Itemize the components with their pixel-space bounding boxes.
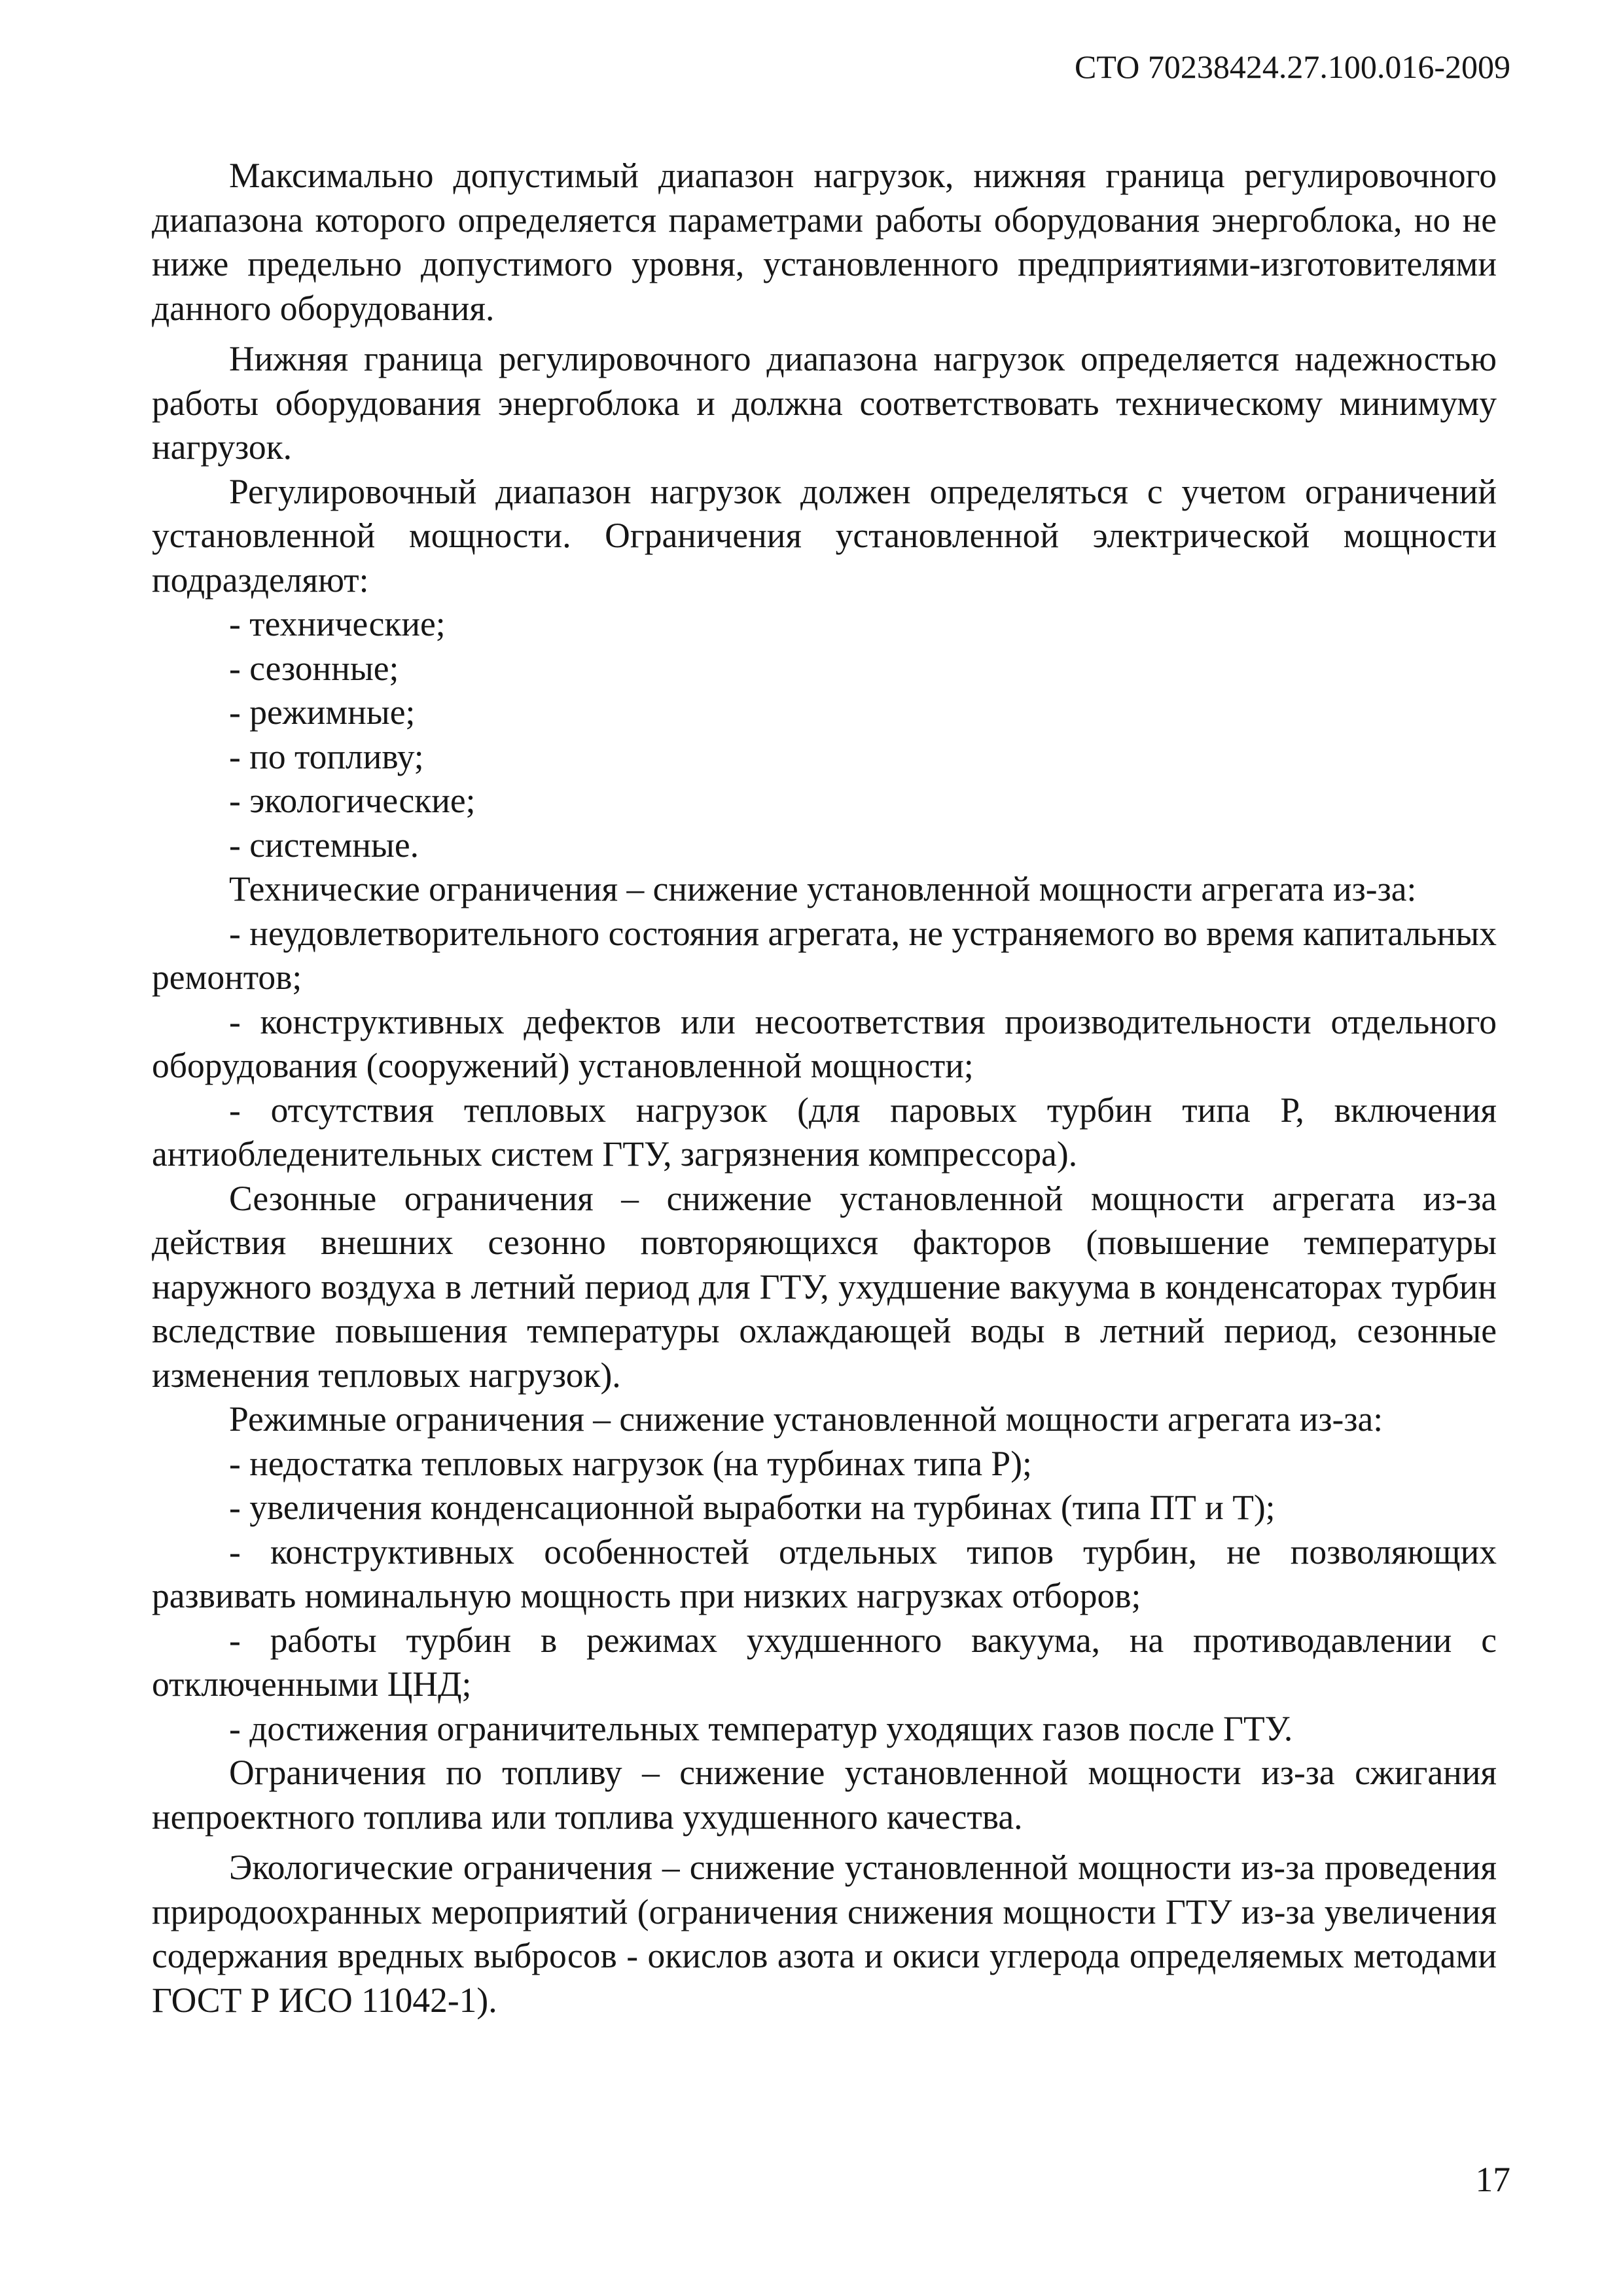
list-item-technical: - конструктивных дефектов или несоответствия производительности отдельного оборудования (сооружений) установленной мощности; <box>152 1001 1497 1085</box>
list-item-regime: - недостатка тепловых нагрузок (на турбинах типа Р); <box>229 1443 1032 1483</box>
list-item-technical: - отсутствия тепловых нагрузок (для паровых турбин типа Р, включения антиобледенительных систем ГТУ, загрязнения компрессора). <box>152 1090 1497 1174</box>
list-item-regime: - увеличения конденсационной выработки на турбинах (типа ПТ и Т); <box>229 1488 1275 1527</box>
list-item-restriction-type: - экологические; <box>229 781 476 820</box>
list-item-regime: - достижения ограничительных температур уходящих газов после ГТУ. <box>229 1708 1293 1748</box>
list-item-regime: - работы турбин в режимах ухудшенного вакуума, на противодавлении с отключенными ЦНД; <box>152 1620 1497 1704</box>
list-item-restriction-type: - режимные; <box>229 692 416 732</box>
document-body <box>152 154 1497 2022</box>
list-item-technical: - неудовлетворительного состояния агрегата, не устраняемого во время капитальных ремонтов; <box>152 913 1497 997</box>
list-item-restriction-type: - сезонные; <box>229 648 399 688</box>
paragraph-ecological: Экологические ограничения – снижение установленной мощности из-за проведения природоохранных мероприятий (ограничения снижения мощности ГТУ из-за увеличения содержания вредных выбросов - окислов азота и окиси углерода определяемых методами ГОСТ Р ИСО 11042-1). <box>152 1848 1497 2020</box>
paragraph-seasonal: Сезонные ограничения – снижение установленной мощности агрегата из-за действия внешних сезонно повторяющихся факторов (повышение температуры наружного воздуха в летний период для ГТУ, ухудшение вакуума в конденсаторах турбин вследствие повышения температуры охлаждающей воды в летний период, сезонные изменения тепловых нагрузок). <box>152 1178 1497 1395</box>
page-number: 17 <box>1475 2160 1510 2199</box>
list-item-restriction-type: - системные. <box>229 825 419 865</box>
paragraph-regime-intro: Режимные ограничения – снижение установленной мощности агрегата из-за: <box>229 1399 1383 1439</box>
paragraph-technical-intro: Технические ограничения – снижение установленной мощности агрегата из-за: <box>229 869 1417 908</box>
paragraph-control-range: Регулировочный диапазон нагрузок должен определяться с учетом ограничений установленной мощности. Ограничения установленной электрической мощности подразделяют: <box>152 471 1497 600</box>
paragraph-lower-boundary: Нижняя граница регулировочного диапазона нагрузок определяется надежностью работы оборудования энергоблока и должна соответствовать техническому минимуму нагрузок. <box>152 339 1497 467</box>
paragraph-max-load-range: Максимально допустимый диапазон нагрузок, нижняя граница регулировочного диапазона которого определяется параметрами работы оборудования энергоблока, но не ниже предельно допустимого уровня, установленного предприятиями-изготовителями данного оборудования. <box>152 156 1497 328</box>
list-item-regime: - конструктивных особенностей отдельных типов турбин, не позволяющих развивать номинальную мощность при низких нагрузках отборов; <box>152 1532 1497 1615</box>
list-item-restriction-type: - по топливу; <box>229 736 424 776</box>
document-code-header: СТО 70238424.27.100.016-2009 <box>1075 48 1510 85</box>
paragraph-fuel: Ограничения по топливу – снижение установленной мощности из-за сжигания непроектного топлива или топлива ухудшенного качества. <box>152 1753 1497 1837</box>
list-item-restriction-type: - технические; <box>229 604 446 643</box>
